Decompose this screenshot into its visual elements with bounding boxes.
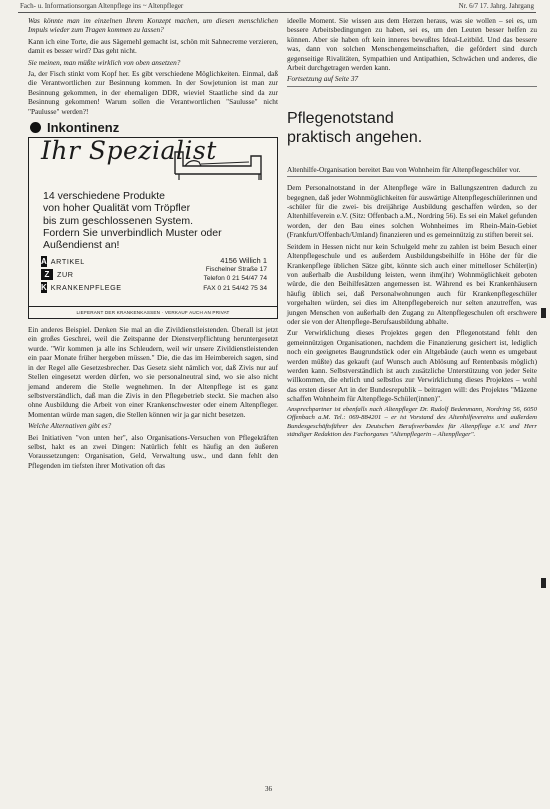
section-title: Inkontinenz bbox=[47, 119, 120, 135]
intro-paragraph: Altenhilfe-Organisation bereitet Bau von Wohnheim für Altenpflegeschüler vor. bbox=[287, 164, 521, 174]
logo-word: KRANKENPFLEGE bbox=[50, 283, 122, 293]
logo-word: ZUR bbox=[57, 270, 74, 280]
ad-street: Fischelner Straße 17 bbox=[205, 266, 267, 274]
divider bbox=[287, 176, 537, 177]
paragraph-right-1: ideelle Moment. Sie wissen aus dem Herzen heraus, was sie wollen – sei es, um bessere Arbeitsbedingungen zu haben, sei es, um den Leuten besser helfen zu können. Aber sie haben oft kein inneres bewußtes Ideal-Leitbild. Und das bessere was, dann von solchen Menschengemeinschaften, die gefördert sind durch gegenseitige Rivalitäten, Sympathien und Antipathien, Schwächen und anderes, die Arbeit durchgetragen werden kann. bbox=[287, 16, 537, 73]
ad-line: von hoher Qualität vom Tröpfler bbox=[43, 202, 191, 215]
page-edge-mark bbox=[541, 308, 546, 318]
left-column bbox=[28, 16, 278, 472]
advertisement bbox=[28, 137, 278, 319]
ad-line: bis zum geschlossenen System. bbox=[43, 214, 193, 227]
ad-phone: Telefon 0 21 54/47 74 bbox=[203, 275, 267, 283]
logo-letter-k: K bbox=[41, 283, 47, 293]
paragraph-2: Ja, der Fisch stinkt vom Kopf her. Es gibt verschiedene Möglichkeiten. Einmal, daß die Verantwortlichen zur Besinnung kommen. In der Sowjetunion ist man zur Besinnung gekommen, in der ehemaligen DDR, wieviel Staatliche sind da zur Besinnung gekommen! Warum sollen die Verantwortlichen "Saulusse" nicht "Paulusse" werden?! bbox=[28, 69, 278, 116]
ad-footer-strip: LIEFERANT DER KRANKENKASSEN · VERKAUF AUCH AN PRIVAT bbox=[29, 306, 277, 318]
paragraph-right-3: Seitdem in Hessen nicht nur kein Schulgeld mehr zu zahlen ist beim Besuch einer Altenpflegeschule und es außerdem Ausbildungsbeihilfe in Höhe der für die Krankenpflege üblichen Sätze gibt, könnte sich auch einer mittelloser Schüler(in) von außerhalb die Ausbildung leisten, wenn ihm(ihr) Wohnmöglichkeit geboten würde, die den Beihilfesätzen angemessen ist. Während es bei Krankenhäusern häufig üblich sei, daß Personalwohnungen auch für Krankenpflegeschüler vorgehalten würden, sei dies im Altenpflegebereich nur selten anzutreffen, was jungen Menschen von außerhalb den Zugang zu Altenpflegeschulen oft erschwere oder sie von der Altenpflege-Berufsausbildung abhalte. bbox=[287, 241, 537, 326]
paragraph-right-4: Zur Verwirklichung dieses Projektes gegen den Pflegenotstand fehlt den gemeinnützigen Organisationen, nachdem die Finanzierung gesichert ist, lediglich noch ein geeignetes Baugrundstück oder ein Altgebäude (auch wenn es umgebaut werden müßte) das gekauft (auf Wunsch auch Ablösung auf Rentenbasis möglich) werden kann. Selbstverständlich ist auch zusätzliche Unterstützung von jeder Seite willkommen, die ehrlich und selbstlos zur Verwirklichung dieses Projektes – wohl das ersten dieser Art in der Bundesrepublik – beitragen will: des Projektes "Mäzene schaffen Wohnheim für Altenpflege-Schüler(innen)". bbox=[287, 328, 537, 404]
header-right: Nr. 6/7 17. Jahrg. Jahrgang bbox=[458, 2, 534, 10]
header-rule bbox=[18, 12, 536, 13]
continuation-note: Fortsetzung auf Seite 37 bbox=[287, 74, 359, 84]
logo-letter-z: Z bbox=[41, 269, 53, 280]
question-2: Sie meinen, man müßte wirklich von oben ansetzen? bbox=[28, 57, 181, 67]
page-edge-mark bbox=[541, 578, 546, 588]
paragraph-3: Ein anderes Beispiel. Denken Sie mal an die Zivildienstleistenden. Überall ist jetzt ein großes Geschrei, weil die Zeitspanne der Dienstverpflichtung heruntergesetzt wurde. "Wir kommen ja alle ins Schleudern, weil wir unsere Zivildienstleistenden ein paar Monate früher hergeben müssen." Die, die das im Heimbereich sagen, sind in der Regel alle Gesetzesbrecher. Das Gesetz sieht nämlich vor, daß Zivis nur auf Stellen eingesetzt werden dürfen, wo sie personalneutral sind, wo sie also nicht jemand anderem die Stelle wegnehmen. In der Altenpflege ist es ganz selbstverständlich, daß man die Zivis in den Pflegebetrieb steckt. Sie machen also ohne Ausbildung die Arbeit von einer Krankenschwester oder einem Altenpfleger. Momentan würde man sagen, die Stellen können wir ja gar nicht besetzen. bbox=[28, 325, 278, 419]
divider bbox=[287, 86, 537, 87]
logo-letter-a: A bbox=[41, 257, 47, 267]
ad-body bbox=[43, 190, 283, 251]
paragraph-4: Bei Initiativen "von unten her", also Organisations-Versuchen von Pflegekräften selbst, hakt es an zwei Dingen: Natürlich fehlt es häufig an den äußeren Voraussetzungen: Organisation, Geld, Verwaltung usw., und dann fehlt den Pflegenden im tiefsten ihrer Motivation oft das bbox=[28, 432, 278, 470]
contact-note: Ansprechpartner ist ebenfalls nach Altenpfleger Dr. Rudolf Bedenmann, Nordring 56, 6050 Offenbach a.M. Tel.: 069-884201 – er ist Vorstand des Altenhilfevereins und außerdem Bundesgeschäftsführer des Deutschen Berufsverbandes für Altenpflege e.V. und Herr ständiger Redaktion des Fachorganes "Altenpflegerin – Altenpfleger". bbox=[287, 405, 537, 439]
header-left: Fach- u. Informationsorgan Altenpflege ins ~ Altenpfleger bbox=[20, 2, 184, 10]
heading-line-2: praktisch angehen. bbox=[287, 128, 423, 146]
section-heading bbox=[30, 119, 278, 135]
ad-address bbox=[203, 256, 267, 293]
ad-line: Fordern Sie unverbindlich Muster oder bbox=[43, 226, 222, 239]
ad-fax: FAX 0 21 54/42 75 34 bbox=[203, 284, 267, 292]
question-1: Was könnte man im einzelnen Ihrem Konzept machen, um diesen menschlichen Impuls wieder zum Tragen kommen zu lassen? bbox=[28, 16, 278, 35]
logo-word: ARTIKEL bbox=[50, 257, 85, 267]
ad-script-title: Ihr Spezialist bbox=[41, 136, 217, 166]
bed-illustration-icon bbox=[171, 144, 267, 184]
article-heading bbox=[287, 109, 537, 147]
right-column bbox=[287, 16, 537, 442]
paragraph-1: Kann ich eine Torte, die aus Sägemehl gemacht ist, schön mit Sahnecreme verzieren, damit es besser wird? Das geht nicht. bbox=[28, 36, 278, 56]
heading-line-1: Pflegenotstand bbox=[287, 109, 394, 127]
ad-line: Außendienst an! bbox=[43, 239, 120, 252]
ad-line: 14 verschiedene Produkte bbox=[43, 190, 165, 203]
bullet-icon bbox=[30, 122, 41, 133]
paragraph-right-2: Dem Personalnotstand in der Altenpflege wäre in Ballungszentren dadurch zu begegnen, daß jeder Wohnmöglichkeiten für auswärtige Altenpflegeschülerinnen und -schüler für die zwei- bis dreijährige Ausbildung geschaffen würden, so der Altenhilfeverein e.V. (Sitz: Offenbach a.M., Nordring 56). Es sei ein Makel gefunden worden, der den Bau eines solchen Wohnheimes im Rhein-Main-Gebiet (Frankfurt/Offenbach/Umland) finanzieren und es gemeinnützig zu stiften bereit sei. bbox=[287, 183, 537, 240]
page-number: 36 bbox=[265, 785, 272, 793]
ad-city: 4156 Willich 1 bbox=[220, 256, 267, 266]
question-3: Welche Alternativen gibt es? bbox=[28, 421, 112, 431]
ad-logo bbox=[41, 256, 122, 295]
